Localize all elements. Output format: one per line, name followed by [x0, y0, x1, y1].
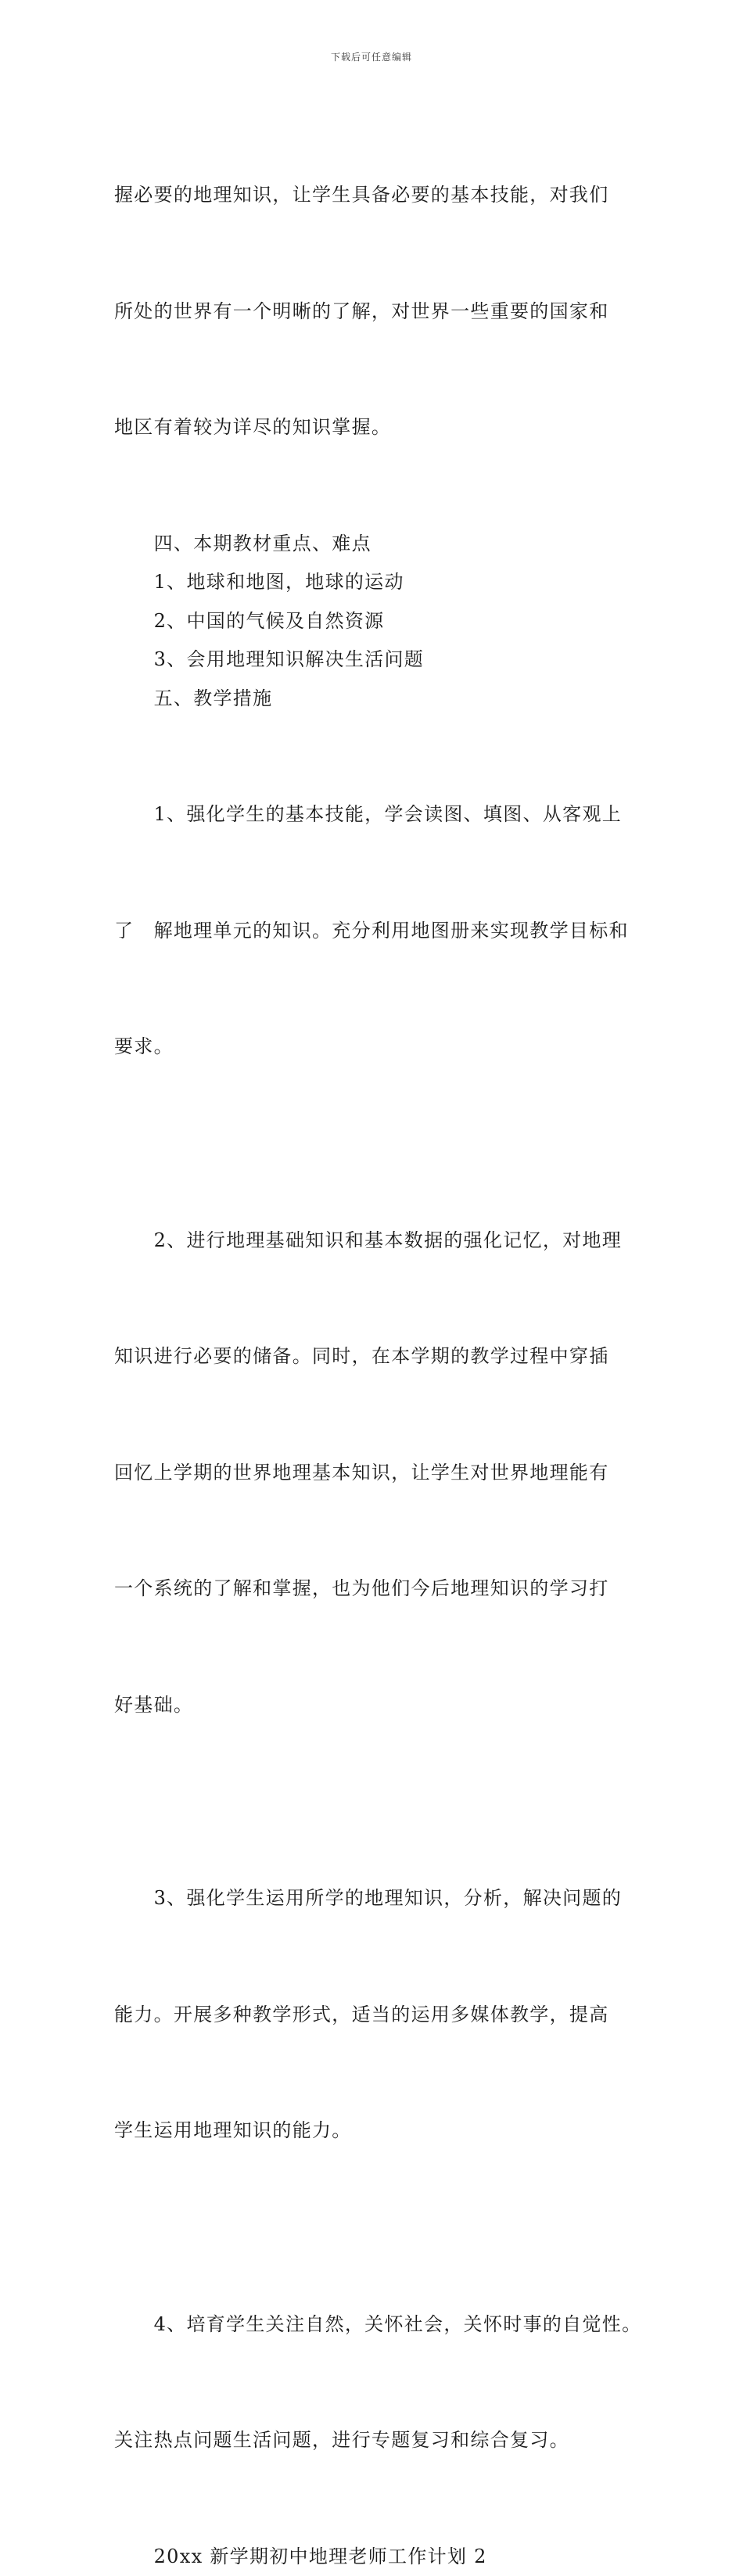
- measure-4-paragraph: [114, 2228, 646, 2538]
- section-5-heading: 五、教学措施: [114, 680, 646, 719]
- text-line: 3、强化学生运用所学的地理知识，分析，解决问题的: [114, 1879, 646, 1918]
- text-line: 一个系统的了解和掌握，也为他们今后地理知识的学习打: [114, 1570, 646, 1609]
- text-line: 了 解地理单元的知识。充分利用地图册来实现教学目标和: [114, 912, 646, 951]
- section-4-item-2: 2、中国的气候及自然资源: [114, 602, 646, 641]
- text-line: 4、培育学生关注自然，关怀社会，关怀时事的自觉性。: [114, 2305, 646, 2345]
- measure-1-paragraph: [114, 718, 646, 1144]
- text-line: 要求。: [114, 1028, 646, 1067]
- text-line: 好基础。: [114, 1686, 646, 1725]
- text-line: 2、进行地理基础知识和基本数据的强化记忆，对地理: [114, 1222, 646, 1261]
- text-line: 知识进行必要的储备。同时，在本学期的教学过程中穿插: [114, 1337, 646, 1376]
- text-line: 1、强化学生的基本技能，学会读图、填图、从客观上: [114, 795, 646, 834]
- page-header-note: 下载后可任意编辑: [0, 50, 743, 63]
- text-line: 关注热点问题生活问题，进行专题复习和综合复习。: [114, 2421, 646, 2460]
- document-body: [114, 99, 646, 2576]
- text-line: 所处的世界有一个明晰的了解，对世界一些重要的国家和: [114, 292, 646, 332]
- intro-paragraph: [114, 99, 646, 525]
- text-line: 能力。开展多种教学形式，适当的运用多媒体教学，提高: [114, 1996, 646, 2035]
- text-line: 地区有着较为详尽的知识掌握。: [114, 408, 646, 447]
- section-4-item-1: 1、地球和地图，地球的运动: [114, 563, 646, 602]
- text-line: 学生运用地理知识的能力。: [114, 2111, 646, 2151]
- measure-2-paragraph: [114, 1144, 646, 1803]
- text-line: 回忆上学期的世界地理基本知识，让学生对世界地理能有: [114, 1454, 646, 1493]
- text-line: 握必要的地理知识，让学生具备必要的基本技能，对我们: [114, 176, 646, 215]
- next-plan-title: 20xx 新学期初中地理老师工作计划 2: [114, 2538, 646, 2576]
- measure-3-paragraph: [114, 1802, 646, 2228]
- section-4-item-3: 3、会用地理知识解决生活问题: [114, 640, 646, 680]
- section-4-heading: 四、本期教材重点、难点: [114, 525, 646, 564]
